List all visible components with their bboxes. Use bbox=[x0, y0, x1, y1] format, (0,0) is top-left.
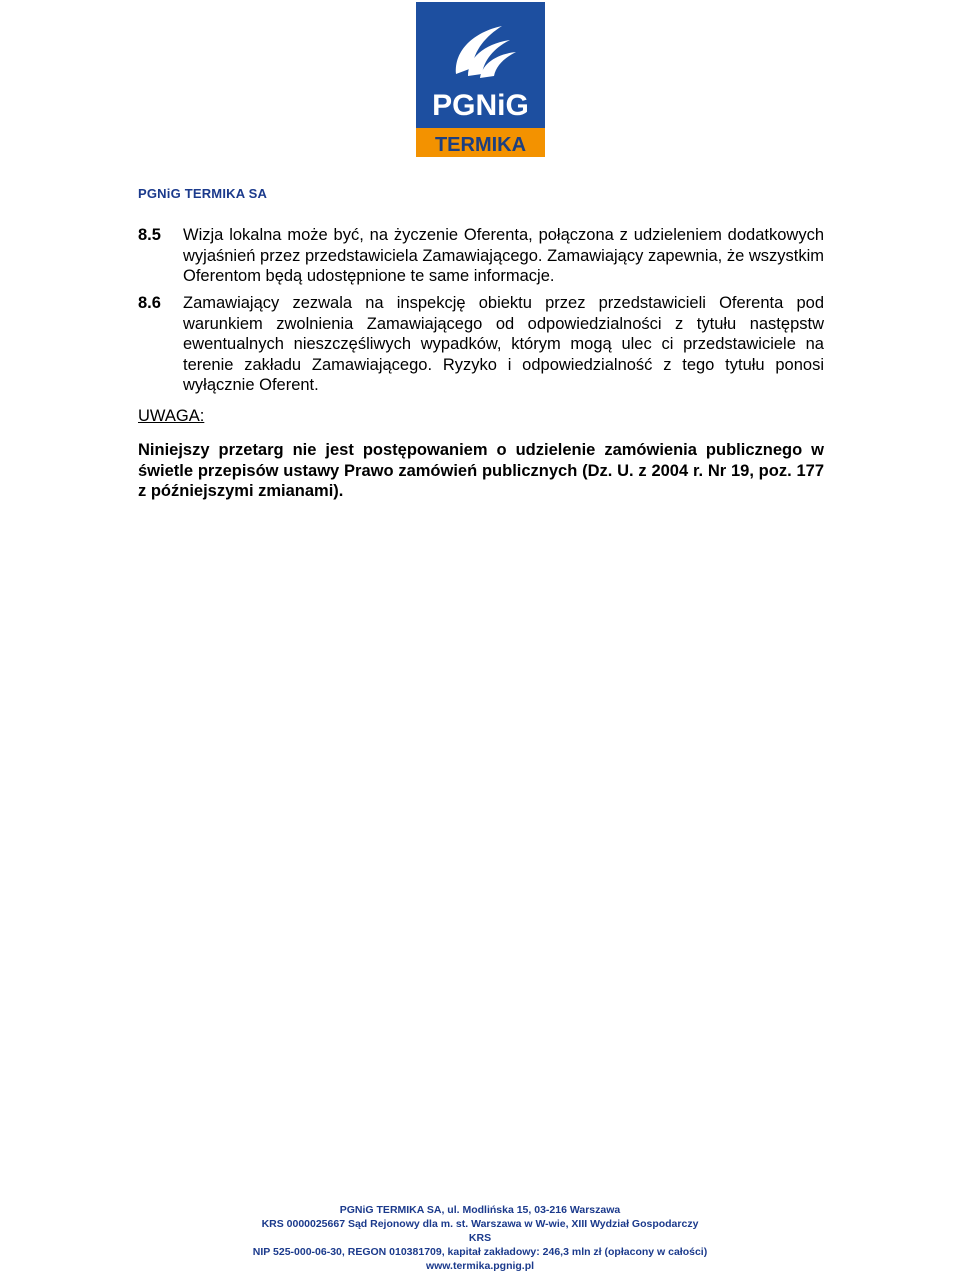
footer-line: NIP 525-000-06-30, REGON 010381709, kapitał zakładowy: 246,3 mln zł (opłacony w całości) bbox=[252, 1246, 708, 1258]
section-8-6 bbox=[138, 293, 824, 396]
section-8-5 bbox=[138, 225, 824, 287]
pgnig-termika-logo bbox=[416, 2, 545, 157]
section-number: 8.5 bbox=[138, 226, 161, 244]
footer bbox=[250, 1203, 710, 1273]
company-header: PGNiG TERMIKA SA bbox=[138, 186, 268, 201]
footer-line: KRS 0000025667 Sąd Rejonowy dla m. st. Warszawa w W-wie, XIII Wydział Gospodarczy KRS bbox=[261, 1218, 699, 1244]
section-text: Zamawiający zezwala na inspekcję obiektu przez przedstawicieli Oferenta pod warunkiem zwolnienia Zamawiającego od odpowiedzialności z tytułu następstw ewentualnych nieszczęśliwych wypadków, którym mogą ulec ci przedstawiciele na terenie zakładu Zamawiającego. Ryzyko i odpowiedzialność z tego tytułu ponosi wyłącznie Oferent. bbox=[183, 294, 824, 394]
footer-line: PGNiG TERMIKA SA, ul. Modlińska 15, 03-216 Warszawa bbox=[339, 1204, 621, 1216]
procurement-notice: Niniejszy przetarg nie jest postępowaniem o udzielenie zamówienia publicznego w świetle przepisów ustawy Prawo zamówień publicznych (Dz. U. z 2004 r. Nr 19, poz. 177 z późniejszymi zmianami). bbox=[138, 441, 824, 500]
logo-brand-text: PGNiG bbox=[432, 89, 529, 122]
logo-sub-text: TERMIKA bbox=[434, 134, 527, 156]
section-text: Wizja lokalna może być, na życzenie Oferenta, połączona z udzieleniem dodatkowych wyjaśnień przez przedstawiciela Zamawiającego. Zamawiający zapewnia, że wszystkim Oferentom będą udostępnione te same informacje. bbox=[183, 226, 824, 285]
footer-website-link[interactable]: www.termika.pgnig.pl bbox=[425, 1260, 535, 1272]
uwaga-heading: UWAGA: bbox=[138, 407, 205, 425]
section-number: 8.6 bbox=[138, 294, 161, 312]
